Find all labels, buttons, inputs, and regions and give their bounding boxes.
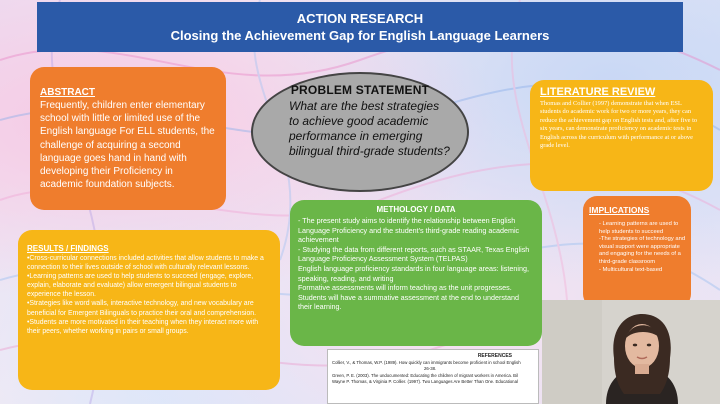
implications-line: - Learning patterns are used to help students to succeed — [599, 221, 679, 235]
results-body — [27, 254, 272, 336]
implications-heading: IMPLICATIONS — [589, 205, 650, 215]
methodology-line: English language proficiency standards in four language areas: listening, speaking, reading, and writing — [298, 263, 529, 283]
problem-body: What are the best strategies to achieve good academic performance in emerging bilingual third-grade students? — [289, 99, 450, 158]
reference-entry: Collier, V., & Thomas, W.P. (1989). How quickly can immigrants become proficient in school English — [332, 360, 521, 366]
methodology-heading: METHOLOGY / DATA — [376, 205, 456, 214]
problem-heading: PROBLEM STATEMENT — [290, 83, 430, 97]
abstract-heading: ABSTRACT — [40, 87, 95, 98]
results-line: •Students are more motivated in their teaching when they interact more with their peers, whether working in pairs or small groups. — [27, 318, 259, 335]
methodology-body — [298, 216, 534, 312]
title-line-1: ACTION RESEARCH — [296, 10, 424, 26]
methodology-line: - The present study aims to identify the relationship between English Language Proficiency and the student's third-grade reading academic achievement — [298, 216, 520, 245]
reference-entry: Green, P. E. (2003). The undocumented: Educating the children of migrant workers in America. Bil — [332, 372, 518, 378]
results-heading: RESULTS / FINDINGS — [27, 244, 109, 253]
implications-body — [589, 221, 687, 274]
implications-line: -The strategies of technology and visual support were appropriate and engaging for the needs of a third-grade classroom — [599, 236, 686, 265]
reference-entry: 26-38. — [424, 366, 437, 372]
methodology-line: Formative assessments will inform teaching as the unit progresses. Students will have a summative assessment at the end to understand their learning. — [298, 283, 519, 312]
presenter-avatar-icon — [542, 300, 720, 404]
methodology-box — [290, 200, 542, 346]
abstract-body: Frequently, children enter elementary school with little or limited use of the English language For ELL students, the challenge of acquiring a second language goes hand in hand with developing their Proficiency in academic foundation subjects. — [40, 100, 215, 191]
literature-body: Thomas and Collier (1997) demonstrate that when ESL students do academic work for two or more years, they can reduce the achievement gap on English tests and, after five to six years, can demonstrate proficiency on academic tests in English across the curriculum with performance at or above grade level. — [540, 100, 698, 150]
problem-statement-ellipse — [251, 72, 469, 192]
title-banner — [37, 2, 683, 52]
literature-heading: LITERATURE REVIEW — [540, 86, 656, 98]
reference-entry: Wayne P. Thomas, & Virginia P. Collier. (1997). Two Languages Are Better Than One. Educational — [332, 378, 518, 384]
literature-review-box — [530, 80, 713, 191]
results-box — [18, 230, 280, 390]
results-line: •Strategies like word walls, interactive technology, and new vocabulary are beneficial for Emergent Bilinguals to practice their oral and comprehension. — [27, 300, 257, 317]
results-line: •Cross-curricular connections included activities that allow students to make a connection to their lives outside of school with culturally relevant lessons. — [27, 255, 264, 272]
implications-line: - Multicultural text-based — [599, 266, 663, 273]
references-box — [327, 349, 539, 404]
abstract-box — [30, 67, 226, 210]
results-line: •Learning patterns are used to help students to succeed (engage, explore, explain, elaborate and evaluate) allow emergent bilingual students to experience the lesson. — [27, 273, 254, 299]
presenter-webcam — [542, 300, 720, 404]
title-line-2: Closing the Achievement Gap for English Language Learners — [170, 27, 550, 43]
references-heading: REFERENCES — [477, 353, 512, 359]
methodology-line: - Studying the data from different reports, such as STAAR, Texas English Language Proficiency Assessment System (TELPAS) — [298, 244, 530, 264]
implications-box — [583, 196, 691, 308]
